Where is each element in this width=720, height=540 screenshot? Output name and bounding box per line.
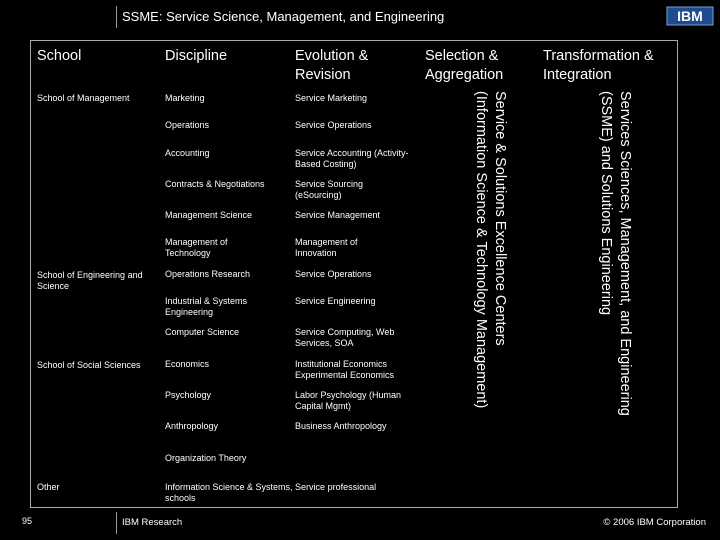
title-bar [0, 0, 720, 36]
evolution-cell: Service Sourcing (eSourcing) [295, 179, 364, 200]
selection-vertical-line1: Service & Solutions Excellence Centers [492, 91, 508, 346]
discipline-cell: Computer Science [165, 327, 240, 337]
discipline-cell: Anthropology [165, 421, 219, 431]
discipline-cell: Industrial & Systems Engineering [165, 296, 248, 317]
evolution-cell: Institutional Economics Experimental Economics [295, 359, 395, 380]
column-header-transformation: Transformation & Integration [543, 48, 654, 83]
logo-text: IBM [677, 8, 703, 24]
discipline-cell: Accounting [165, 148, 210, 158]
evolution-cell: Management of Innovation [295, 237, 358, 258]
ibm-logo-icon [666, 6, 714, 26]
ssme-table [30, 40, 678, 508]
evolution-cell: Service Engineering [295, 296, 376, 306]
footer-divider [116, 512, 117, 534]
evolution-cell: Service Operations [295, 120, 372, 130]
footer-left-text: IBM Research [122, 517, 183, 528]
organization-theory-cell: Organization Theory [165, 453, 247, 463]
footer-right-text: © 2006 IBM Corporation [603, 517, 706, 528]
evolution-cell: Service Marketing [295, 93, 368, 103]
discipline-cell: Psychology [165, 390, 212, 400]
evolution-cell: Service Accounting (Activity-Based Costing) [295, 148, 409, 169]
selection-vertical-line2: (Information Science & Technology Management) [473, 91, 489, 409]
discipline-cell: Management Science [165, 210, 253, 220]
school-other: Other [37, 482, 60, 492]
discipline-cell: Operations [165, 120, 210, 130]
page-number: 95 [22, 516, 33, 526]
column-header-selection: Selection & Aggregation [425, 48, 504, 83]
other-row-cell: Information Science & Systems, Service professional schools [165, 482, 377, 503]
evolution-cell: Service Operations [295, 269, 372, 279]
evolution-cell: Service Management [295, 210, 381, 220]
school-engineering: School of Engineering and Science [37, 270, 143, 291]
column-header-school: School [37, 48, 82, 64]
evolution-cell: Labor Psychology (Human Capital Mgmt) [295, 390, 402, 411]
transformation-vertical-line1: Services Sciences, Management, and Engineering [617, 91, 633, 416]
discipline-cell: Contracts & Negotiations [165, 179, 265, 189]
school-social: School of Social Sciences [37, 360, 141, 370]
selection-vertical-text [471, 91, 509, 501]
evolution-cell: Service Computing, Web Services, SOA [295, 327, 395, 348]
discipline-cell: Marketing [165, 93, 205, 103]
column-header-discipline: Discipline [165, 48, 228, 64]
evolution-cell: Business Anthropology [295, 421, 387, 431]
page-title: SSME: Service Science, Management, and Engineering [122, 9, 445, 24]
column-header-evolution: Evolution & Revision [295, 48, 369, 83]
discipline-cell: Operations Research [165, 269, 251, 279]
discipline-cell: Management of Technology [165, 237, 228, 258]
transformation-vertical-text [596, 91, 634, 501]
discipline-cell: Economics [165, 359, 210, 369]
transformation-vertical-line2: (SSME) and Solutions Engineering [598, 91, 614, 316]
title-divider [116, 6, 117, 28]
school-management: School of Management [37, 93, 130, 103]
